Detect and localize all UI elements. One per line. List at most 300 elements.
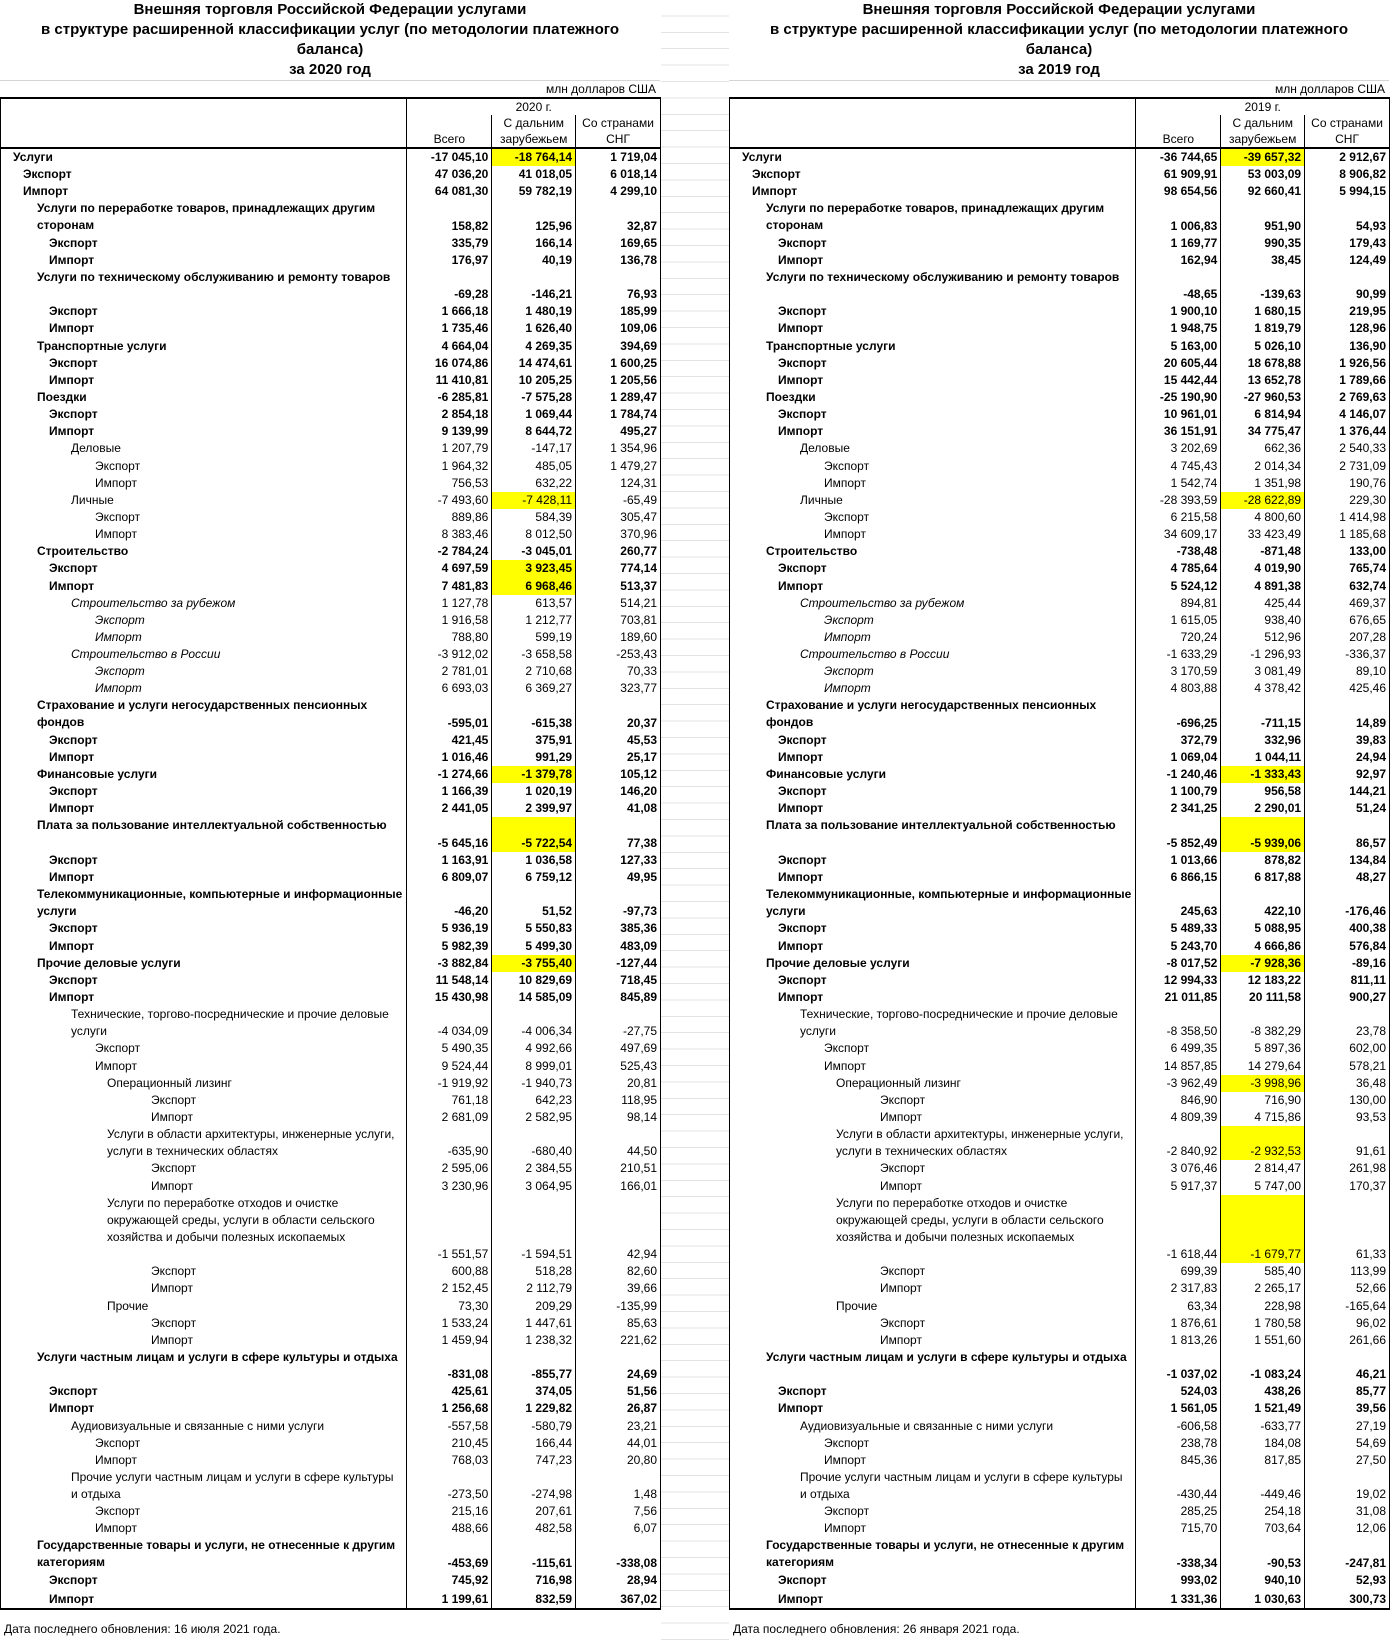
value-total: 15 430,98: [407, 989, 492, 1006]
table-row: [730, 269, 1390, 303]
value-far-abroad: 2 710,68: [492, 663, 576, 680]
value-total: -557,58: [407, 1417, 492, 1434]
value-total: 63,34: [1136, 1297, 1221, 1314]
value-cis: 1 185,68: [1305, 526, 1390, 543]
value-cis: 576,84: [1305, 937, 1390, 954]
table-row: [730, 1263, 1390, 1280]
table-row: [730, 1195, 1390, 1264]
table-row: [730, 183, 1390, 200]
row-label: Импорт: [730, 423, 1136, 440]
value-cis: 105,12: [576, 766, 661, 783]
table-row: [1, 577, 661, 594]
value-total: -2 784,24: [407, 543, 492, 560]
value-far-abroad: -5 722,54: [492, 817, 576, 851]
row-label: Импорт: [730, 320, 1136, 337]
table-row: [1, 852, 661, 869]
value-total: 14 857,85: [1136, 1057, 1221, 1074]
value-cis: 6 018,14: [576, 166, 661, 183]
value-far-abroad: -1 594,51: [492, 1195, 576, 1264]
col-total-header: Всего: [1136, 131, 1221, 148]
row-label: Экспорт: [730, 457, 1136, 474]
value-total: 2 781,01: [407, 663, 492, 680]
value-total: 47 036,20: [407, 166, 492, 183]
value-far-abroad: -39 657,32: [1221, 148, 1305, 166]
row-label: Государственные товары и услуги, не отнесенные к другим категориям: [1, 1537, 407, 1571]
value-total: -1 919,92: [407, 1075, 492, 1092]
table-row: [730, 1572, 1390, 1589]
value-total: -273,50: [407, 1469, 492, 1503]
value-cis: 207,28: [1305, 629, 1390, 646]
row-label: Импорт: [1, 1589, 407, 1609]
value-far-abroad: -615,38: [492, 697, 576, 731]
value-far-abroad: -711,15: [1221, 697, 1305, 731]
units-label: млн долларов США: [545, 82, 656, 96]
value-total: -1 037,02: [1136, 1349, 1221, 1383]
value-total: 1 735,46: [407, 320, 492, 337]
value-far-abroad: -27 960,53: [1221, 389, 1305, 406]
value-total: -48,65: [1136, 269, 1221, 303]
row-label: Операционный лизинг: [1, 1075, 407, 1092]
value-total: 756,53: [407, 475, 492, 492]
value-cis: -165,64: [1305, 1297, 1390, 1314]
value-total: 846,90: [1136, 1092, 1221, 1109]
table-row: [1, 543, 661, 560]
value-total: 7 481,83: [407, 577, 492, 594]
value-far-abroad: 18 678,88: [1221, 355, 1305, 372]
row-label: Поездки: [730, 389, 1136, 406]
value-total: 4 745,43: [1136, 457, 1221, 474]
value-far-abroad: 482,58: [492, 1520, 576, 1537]
value-cis: 525,43: [576, 1057, 661, 1074]
value-cis: 190,76: [1305, 475, 1390, 492]
value-cis: 23,78: [1305, 1006, 1390, 1040]
value-cis: 2 731,09: [1305, 457, 1390, 474]
value-far-abroad: 2 814,47: [1221, 1160, 1305, 1177]
table-row: [1, 320, 661, 337]
value-total: 5 936,19: [407, 920, 492, 937]
value-cis: 6,07: [576, 1520, 661, 1537]
value-cis: 24,69: [576, 1349, 661, 1383]
value-far-abroad: -18 764,14: [492, 148, 576, 166]
value-cis: -89,16: [1305, 955, 1390, 972]
value-total: 1 013,66: [1136, 852, 1221, 869]
table-row: [730, 663, 1390, 680]
value-cis: 4 299,10: [576, 183, 661, 200]
value-total: 1 100,79: [1136, 783, 1221, 800]
table-row: [1, 1177, 661, 1194]
value-cis: 39,83: [1305, 732, 1390, 749]
value-cis: 7,56: [576, 1503, 661, 1520]
table-row: [1, 560, 661, 577]
table-row: [730, 766, 1390, 783]
value-far-abroad: 4 666,86: [1221, 937, 1305, 954]
row-label: Услуги по техническому обслуживанию и ремонту товаров: [1, 269, 407, 303]
row-label: Строительство: [1, 543, 407, 560]
table-row: [730, 1537, 1390, 1571]
value-far-abroad: 8 644,72: [492, 423, 576, 440]
row-label: Импорт: [730, 1520, 1136, 1537]
row-label: Экспорт: [730, 509, 1136, 526]
value-total: -3 962,49: [1136, 1075, 1221, 1092]
row-label: Импорт: [1, 1332, 407, 1349]
row-label: Экспорт: [730, 1435, 1136, 1452]
value-cis: 113,99: [1305, 1263, 1390, 1280]
value-far-abroad: 584,39: [492, 509, 576, 526]
value-total: -738,48: [1136, 543, 1221, 560]
value-total: 1 256,68: [407, 1400, 492, 1417]
value-total: 1 331,36: [1136, 1589, 1221, 1609]
value-total: 1 163,91: [407, 852, 492, 869]
value-far-abroad: -3 755,40: [492, 955, 576, 972]
value-total: 1 916,58: [407, 612, 492, 629]
table-row: [1, 509, 661, 526]
row-label: Импорт: [730, 577, 1136, 594]
table-row: [730, 1057, 1390, 1074]
table-row: [1, 1469, 661, 1503]
table-row: [1, 166, 661, 183]
table-row: [1, 612, 661, 629]
row-label: Технические, торгово-посреднические и прочие деловые услуги: [730, 1006, 1136, 1040]
row-label: Услуги частным лицам и услуги в сфере культуры и отдыха: [730, 1349, 1136, 1383]
row-label: Импорт: [730, 680, 1136, 697]
row-label: Прочие услуги частным лицам и услуги в сфере культуры и отдыха: [1, 1469, 407, 1503]
value-total: -4 034,09: [407, 1006, 492, 1040]
value-far-abroad: -855,77: [492, 1349, 576, 1383]
row-label: Экспорт: [730, 1383, 1136, 1400]
value-far-abroad: 14 279,64: [1221, 1057, 1305, 1074]
value-cis: 1 719,04: [576, 148, 661, 166]
value-far-abroad: 2 290,01: [1221, 800, 1305, 817]
value-far-abroad: -580,79: [492, 1417, 576, 1434]
value-cis: 41,08: [576, 800, 661, 817]
value-total: 6 866,15: [1136, 869, 1221, 886]
value-far-abroad: 951,90: [1221, 200, 1305, 234]
value-total: 5 917,37: [1136, 1177, 1221, 1194]
table-row: [1, 817, 661, 851]
row-label: Импорт: [1, 937, 407, 954]
value-far-abroad: 6 814,94: [1221, 406, 1305, 423]
row-label: Импорт: [730, 989, 1136, 1006]
value-far-abroad: -90,53: [1221, 1537, 1305, 1571]
value-total: 12 994,33: [1136, 972, 1221, 989]
row-label: Экспорт: [730, 355, 1136, 372]
value-far-abroad: 166,14: [492, 235, 576, 252]
row-label: Личные: [1, 492, 407, 509]
value-far-abroad: -1 333,43: [1221, 766, 1305, 783]
value-total: -36 744,65: [1136, 148, 1221, 166]
value-cis: 1 354,96: [576, 440, 661, 457]
value-far-abroad: 5 897,36: [1221, 1040, 1305, 1057]
value-total: 335,79: [407, 235, 492, 252]
value-cis: 497,69: [576, 1040, 661, 1057]
value-cis: 39,56: [1305, 1400, 1390, 1417]
row-label: Услуги по переработке товаров, принадлежащих другим сторонам: [1, 200, 407, 234]
value-cis: 1 414,98: [1305, 509, 1390, 526]
table-row: [1, 663, 661, 680]
value-total: 1 964,32: [407, 457, 492, 474]
value-cis: 774,14: [576, 560, 661, 577]
value-cis: -27,75: [576, 1006, 661, 1040]
table-row: [1, 183, 661, 200]
value-far-abroad: 33 423,49: [1221, 526, 1305, 543]
value-far-abroad: 1 780,58: [1221, 1315, 1305, 1332]
row-label: Деловые: [730, 440, 1136, 457]
row-label: Экспорт: [1, 560, 407, 577]
value-total: 1 666,18: [407, 303, 492, 320]
value-total: 2 441,05: [407, 800, 492, 817]
table-row: [730, 148, 1390, 166]
value-far-abroad: 703,64: [1221, 1520, 1305, 1537]
table-row: [730, 1006, 1390, 1040]
header-row-year: [730, 98, 1390, 115]
value-cis: 1 926,56: [1305, 355, 1390, 372]
row-label: Деловые: [1, 440, 407, 457]
value-cis: 765,74: [1305, 560, 1390, 577]
row-label: Строительство в России: [730, 646, 1136, 663]
col-far-header-2: зарубежьем: [1221, 131, 1305, 148]
value-far-abroad: 34 775,47: [1221, 423, 1305, 440]
table-row: [730, 1075, 1390, 1092]
value-total: 1 948,75: [1136, 320, 1221, 337]
row-label: Экспорт: [1, 406, 407, 423]
row-label: Экспорт: [1, 783, 407, 800]
value-cis: 20,80: [576, 1452, 661, 1469]
table-row: [1, 783, 661, 800]
row-label: Импорт: [1, 577, 407, 594]
row-label: Операционный лизинг: [730, 1075, 1136, 1092]
row-label: Импорт: [1, 1280, 407, 1297]
table-row: [1, 148, 661, 166]
row-label: Экспорт: [1, 663, 407, 680]
value-cis: 70,33: [576, 663, 661, 680]
table-row: [730, 320, 1390, 337]
row-label: Экспорт: [1, 235, 407, 252]
value-far-abroad: 12 183,22: [1221, 972, 1305, 989]
row-label: Импорт: [730, 475, 1136, 492]
table-row: [730, 389, 1390, 406]
value-cis: 96,02: [1305, 1315, 1390, 1332]
value-total: 3 076,46: [1136, 1160, 1221, 1177]
table-row: [1, 989, 661, 1006]
value-total: 61 909,91: [1136, 166, 1221, 183]
value-far-abroad: -115,61: [492, 1537, 576, 1571]
table-row: [1, 1349, 661, 1383]
value-cis: 513,37: [576, 577, 661, 594]
value-far-abroad: 5 088,95: [1221, 920, 1305, 937]
col-cis-header-1: Со странами: [1305, 115, 1390, 131]
row-label: Экспорт: [1, 1040, 407, 1057]
year-header: 2019 г.: [1136, 98, 1390, 115]
value-cis: 718,45: [576, 972, 661, 989]
value-total: 20 605,44: [1136, 355, 1221, 372]
value-cis: 1 600,25: [576, 355, 661, 372]
row-label: Технические, торгово-посреднические и прочие деловые услуги: [1, 1006, 407, 1040]
value-far-abroad: 4 378,42: [1221, 680, 1305, 697]
value-cis: 32,87: [576, 200, 661, 234]
value-total: 1 813,26: [1136, 1332, 1221, 1349]
table-row: [730, 612, 1390, 629]
value-total: -831,08: [407, 1349, 492, 1383]
value-far-abroad: 662,36: [1221, 440, 1305, 457]
table-row: [1, 1092, 661, 1109]
value-total: 162,94: [1136, 252, 1221, 269]
value-total: -1 618,44: [1136, 1195, 1221, 1264]
value-total: 238,78: [1136, 1435, 1221, 1452]
row-label: Экспорт: [1, 1572, 407, 1589]
row-label: Экспорт: [730, 303, 1136, 320]
value-far-abroad: 878,82: [1221, 852, 1305, 869]
table-row: [1, 1400, 661, 1417]
row-label: Услуги в области архитектуры, инженерные услуги, услуги в технических областях: [730, 1126, 1136, 1160]
value-far-abroad: 1 447,61: [492, 1315, 576, 1332]
table-row: [1, 1075, 661, 1092]
table-row: [1, 269, 661, 303]
value-total: 894,81: [1136, 595, 1221, 612]
value-cis: 900,27: [1305, 989, 1390, 1006]
row-label: Импорт: [730, 1057, 1136, 1074]
period-label: за 2019 год: [1018, 61, 1100, 78]
value-far-abroad: 585,40: [1221, 1263, 1305, 1280]
value-total: -7 493,60: [407, 492, 492, 509]
value-cis: 144,21: [1305, 783, 1390, 800]
table-row: [730, 1383, 1390, 1400]
value-total: 1 069,04: [1136, 749, 1221, 766]
row-label: Импорт: [730, 1589, 1136, 1609]
table-row: [1, 1297, 661, 1314]
table-row: [1, 1006, 661, 1040]
value-cis: 514,21: [576, 595, 661, 612]
value-cis: 98,14: [576, 1109, 661, 1126]
table-row: [730, 937, 1390, 954]
value-cis: 49,95: [576, 869, 661, 886]
value-cis: 221,62: [576, 1332, 661, 1349]
value-far-abroad: 1 212,77: [492, 612, 576, 629]
value-cis: -65,49: [576, 492, 661, 509]
value-cis: 169,65: [576, 235, 661, 252]
value-cis: 1 205,56: [576, 372, 661, 389]
table-row: [1, 1280, 661, 1297]
table-row: [1, 1435, 661, 1452]
value-far-abroad: 1 030,63: [1221, 1589, 1305, 1609]
table-row: [730, 749, 1390, 766]
table-row: [1, 749, 661, 766]
row-label: Услуги: [730, 148, 1136, 166]
value-cis: 54,69: [1305, 1435, 1390, 1452]
value-cis: 8 906,82: [1305, 166, 1390, 183]
value-total: 524,03: [1136, 1383, 1221, 1400]
value-cis: 136,78: [576, 252, 661, 269]
value-far-abroad: 8 999,01: [492, 1057, 576, 1074]
table-row: [1, 1195, 661, 1264]
value-cis: 300,73: [1305, 1589, 1390, 1609]
value-cis: 1 479,27: [576, 457, 661, 474]
table-row: [730, 989, 1390, 1006]
table-row: [730, 1109, 1390, 1126]
value-cis: 14,89: [1305, 697, 1390, 731]
value-total: -595,01: [407, 697, 492, 731]
value-far-abroad: -147,17: [492, 440, 576, 457]
value-far-abroad: 6 369,27: [492, 680, 576, 697]
value-far-abroad: 1 351,98: [1221, 475, 1305, 492]
value-far-abroad: 1 626,40: [492, 320, 576, 337]
table-row: [730, 303, 1390, 320]
table-row: [730, 372, 1390, 389]
table-row: [1, 937, 661, 954]
row-label: Экспорт: [1, 166, 407, 183]
value-total: 1 016,46: [407, 749, 492, 766]
header-row-cols-2: [1, 131, 661, 148]
table-row: [730, 200, 1390, 234]
value-total: 11 548,14: [407, 972, 492, 989]
row-label: Импорт: [1, 1109, 407, 1126]
value-total: 1 169,77: [1136, 235, 1221, 252]
row-label: Импорт: [1, 749, 407, 766]
table-row: [1, 423, 661, 440]
row-label: Строительство в России: [1, 646, 407, 663]
value-far-abroad: 4 269,35: [492, 337, 576, 354]
header-row-cols-2: [730, 131, 1390, 148]
value-far-abroad: 422,10: [1221, 886, 1305, 920]
value-far-abroad: -1 679,77: [1221, 1195, 1305, 1264]
value-far-abroad: 3 064,95: [492, 1177, 576, 1194]
value-cis: 811,11: [1305, 972, 1390, 989]
value-total: 6 215,58: [1136, 509, 1221, 526]
value-far-abroad: -3 045,01: [492, 543, 576, 560]
value-far-abroad: 53 003,09: [1221, 166, 1305, 183]
row-label: Транспортные услуги: [730, 337, 1136, 354]
year-header: 2020 г.: [407, 98, 661, 115]
value-cis: 118,95: [576, 1092, 661, 1109]
value-total: 15 442,44: [1136, 372, 1221, 389]
value-far-abroad: -274,98: [492, 1469, 576, 1503]
value-cis: 425,46: [1305, 680, 1390, 697]
value-total: -338,34: [1136, 1537, 1221, 1571]
value-far-abroad: 1 521,49: [1221, 1400, 1305, 1417]
table-row: [730, 1417, 1390, 1434]
value-cis: 27,50: [1305, 1452, 1390, 1469]
value-cis: 26,87: [576, 1400, 661, 1417]
value-cis: 305,47: [576, 509, 661, 526]
value-cis: -97,73: [576, 886, 661, 920]
value-far-abroad: 1 044,11: [1221, 749, 1305, 766]
value-far-abroad: 2 582,95: [492, 1109, 576, 1126]
value-far-abroad: -3 998,96: [1221, 1075, 1305, 1092]
last-updated-note: Дата последнего обновления: 16 июля 2021 года.: [4, 1622, 281, 1636]
value-total: 993,02: [1136, 1572, 1221, 1589]
row-label: Экспорт: [730, 1160, 1136, 1177]
value-far-abroad: 374,05: [492, 1383, 576, 1400]
table-body: [1, 98, 661, 1609]
row-label: Экспорт: [730, 1263, 1136, 1280]
table-row: [1, 1520, 661, 1537]
row-label: Телекоммуникационные, компьютерные и информационные услуги: [1, 886, 407, 920]
value-total: 845,36: [1136, 1452, 1221, 1469]
value-total: -25 190,90: [1136, 389, 1221, 406]
value-cis: 179,43: [1305, 235, 1390, 252]
value-far-abroad: 6 817,88: [1221, 869, 1305, 886]
value-total: 245,63: [1136, 886, 1221, 920]
value-cis: 31,08: [1305, 1503, 1390, 1520]
value-cis: 61,33: [1305, 1195, 1390, 1264]
value-cis: 48,27: [1305, 869, 1390, 886]
row-label: Импорт: [730, 937, 1136, 954]
value-total: 1 459,94: [407, 1332, 492, 1349]
table-row: [730, 920, 1390, 937]
row-label: Экспорт: [1, 355, 407, 372]
table-row: [1, 920, 661, 937]
value-cis: 229,30: [1305, 492, 1390, 509]
value-cis: 90,99: [1305, 269, 1390, 303]
